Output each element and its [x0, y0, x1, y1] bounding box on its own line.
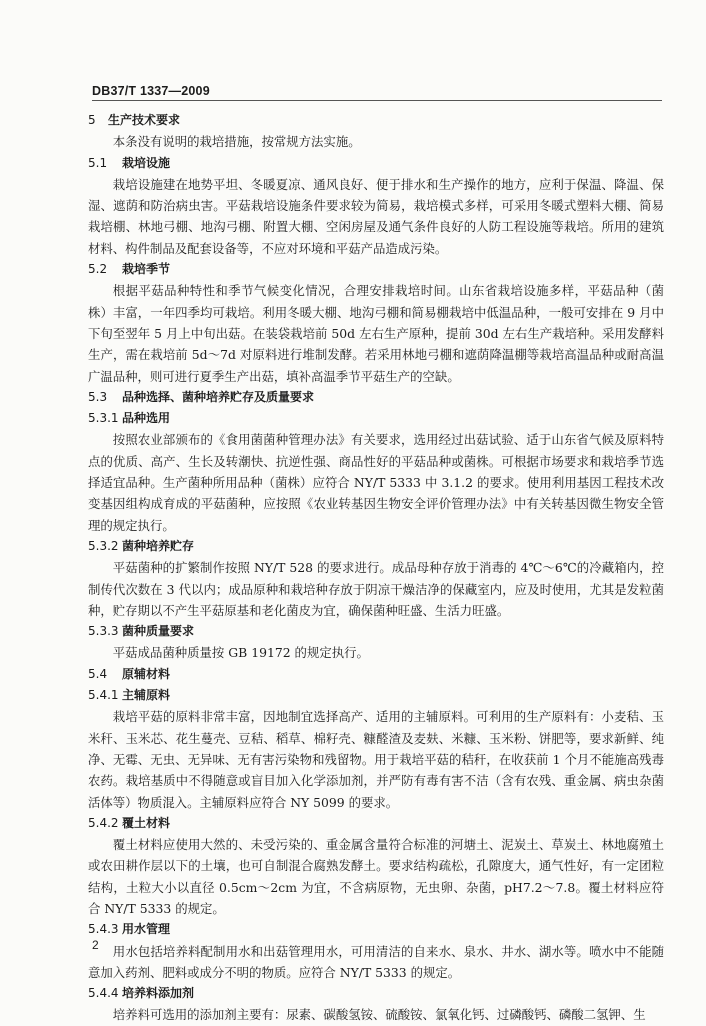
subsection-heading [88, 813, 664, 834]
heading-number: 5.4.1 [88, 688, 119, 703]
paragraph: 用水包括培养料配制用水和出菇管理用水，可用清洁的自来水、泉水、井水、湖水等。喷水中不能随意加入药剂、肥料或成分不明的物质。应符合 NY/T 5333 的规定。 [88, 943, 664, 980]
heading-title: 培养料添加剂 [122, 986, 195, 1001]
heading-number: 5.4.2 [88, 815, 119, 830]
paragraph: 栽培平菇的原料非常丰富，因地制宜选择高产、适用的主辅原料。可利用的生产原料有：小麦秸、玉米秆、玉米芯、花生蔓壳、豆秸、稻草、棉籽壳、糠醛渣及麦麸、米糠、玉米粉、饼肥等，要求新鲜、纯净、无霉、无虫、无异味、无有害污染物和残留物。用于栽培平菇的秸秆，在收获前 1 个月不能施高残毒农药。栽培基质中不得随意或盲目加入化学添加剂，并严防有毒有害不洁（含有农残、重金属、病虫杂菌活体等）物质混入。主辅原料应符合 NY 5099 的要求。 [88, 709, 664, 810]
subsection-heading [88, 408, 664, 429]
paragraph: 本条没有说明的栽培措施，按常规方法实施。 [112, 134, 361, 150]
subsection-heading [88, 664, 664, 685]
heading-number: 5 [88, 113, 96, 127]
subsection-heading [88, 153, 664, 174]
heading-number: 5.4.3 [88, 922, 119, 937]
subsection-heading [88, 536, 664, 557]
heading-number: 5.3.1 [88, 411, 119, 426]
document-header: DB37/T 1337—2009 [92, 84, 210, 98]
heading-title: 用水管理 [122, 922, 171, 937]
heading-number: 5.3.2 [88, 538, 119, 553]
heading-title: 覆土材料 [122, 815, 171, 830]
heading-number: 5.3 [88, 389, 108, 404]
heading-title: 品种选择、菌种培养贮存及质量要求 [122, 389, 315, 404]
heading-number: 5.2 [88, 262, 108, 277]
paragraph: 按照农业部颁布的《食用菌菌种管理办法》有关要求，选用经过出菇试验、适于山东省气候及原料特点的优质、高产、生长及转潮快、抗逆性强、商品性好的平菇品种或菌株。可根据市场要求和栽培季节选择适宜品种。生产菌种所用品种（菌株）应符合 NY/T 5333 中 3.1.2 的要求。使用利用基因工程技术改变基因组构成育成的平菇菌种，应按照《农业转基因生物安全评价管理办法》中有关转基因微生物安全管理的规定执行。 [88, 432, 664, 533]
heading-number: 5.3.3 [88, 624, 119, 639]
section-heading [88, 110, 664, 131]
heading-number: 5.4.4 [88, 986, 119, 1001]
page-number: 2 [92, 938, 99, 952]
heading-title: 菌种质量要求 [122, 624, 195, 639]
subsection-heading [88, 983, 664, 1004]
header-rule [92, 100, 662, 101]
paragraph: 根据平菇品种特性和季节气候变化情况，合理安排栽培时间。山东省栽培设施多样，平菇品种（菌株）丰富，一年四季均可栽培。利用冬暖大棚、地沟弓棚和简易棚栽培中低温品种，一般可安排在 9 月中下旬至翌年 5 月上中旬出菇。在装袋栽培前 50d 左右生产原种，提前 30d 左右生产栽培种。采用发酵料生产，需在栽培前 5d～7d 对原料进行堆制发酵。若采用林地弓棚和遮荫降温棚等栽培高温品种或耐高温广温品种，则可进行夏季生产出菇，填补高温季节平菇生产的空缺。 [88, 283, 664, 384]
paragraph: 培养料可选用的添加剂主要有：尿素、碳酸氢铵、硫酸铵、氯氧化钙、过磷酸钙、磷酸二氢钾、生 [112, 1007, 646, 1023]
paragraph: 平菇成品菌种质量按 GB 19172 的规定执行。 [112, 645, 369, 661]
heading-title: 品种选用 [122, 411, 171, 426]
heading-title: 原辅材料 [122, 666, 171, 681]
heading-title: 栽培设施 [122, 155, 171, 170]
heading-number: 5.4 [88, 666, 108, 681]
subsection-heading [88, 919, 664, 940]
heading-title: 生产技术要求 [108, 113, 181, 127]
subsection-heading [88, 621, 664, 642]
heading-title: 主辅原料 [122, 688, 171, 703]
heading-title: 栽培季节 [122, 262, 171, 277]
paragraph: 栽培设施建在地势平坦、冬暖夏凉、通风良好、便于排水和生产操作的地方，应利于保温、降温、保湿、遮荫和防治病虫害。平菇栽培设施条件要求较为简易，栽培模式多样，可采用冬暖式塑料大棚、简易栽培棚、林地弓棚、地沟弓棚、附置大棚、空闲房屋及通气条件良好的人防工程设施等栽培。所用的建筑材料、构件制品及配套设备等，不应对环境和平菇产品造成污染。 [88, 176, 664, 256]
paragraph: 覆土材料应使用大然的、未受污染的、重金属含量符合标准的河塘土、泥炭土、草炭土、林地腐殖土或农田耕作层以下的土壤，也可自制混合腐熟发酵土。要求结构疏松，孔隙度大，通气性好，有一定团粒结构，土粒大小以直径 0.5cm～2cm 为宜，不含病原物，无虫卵、杂菌，pH7.2～7.8。覆土材料应符合 NY/T 5333 的规定。 [88, 837, 664, 916]
heading-number: 5.1 [88, 155, 108, 170]
heading-title: 菌种培养贮存 [122, 538, 195, 553]
subsection-heading [88, 685, 664, 706]
document-body [88, 110, 664, 1026]
paragraph: 平菇菌种的扩繁制作按照 NY/T 528 的要求进行。成品母种存放于消毒的 4℃～6℃的冷藏箱内，控制传代次数在 3 代以内；成品原种和栽培种存放于阴凉干燥洁净的保藏室内，应及时使用，尤其是发粒菌种，贮存期以不产生平菇原基和老化菌皮为宜，确保菌种旺盛、生活力旺盛。 [88, 560, 664, 618]
subsection-heading [88, 259, 664, 280]
subsection-heading [88, 387, 664, 408]
